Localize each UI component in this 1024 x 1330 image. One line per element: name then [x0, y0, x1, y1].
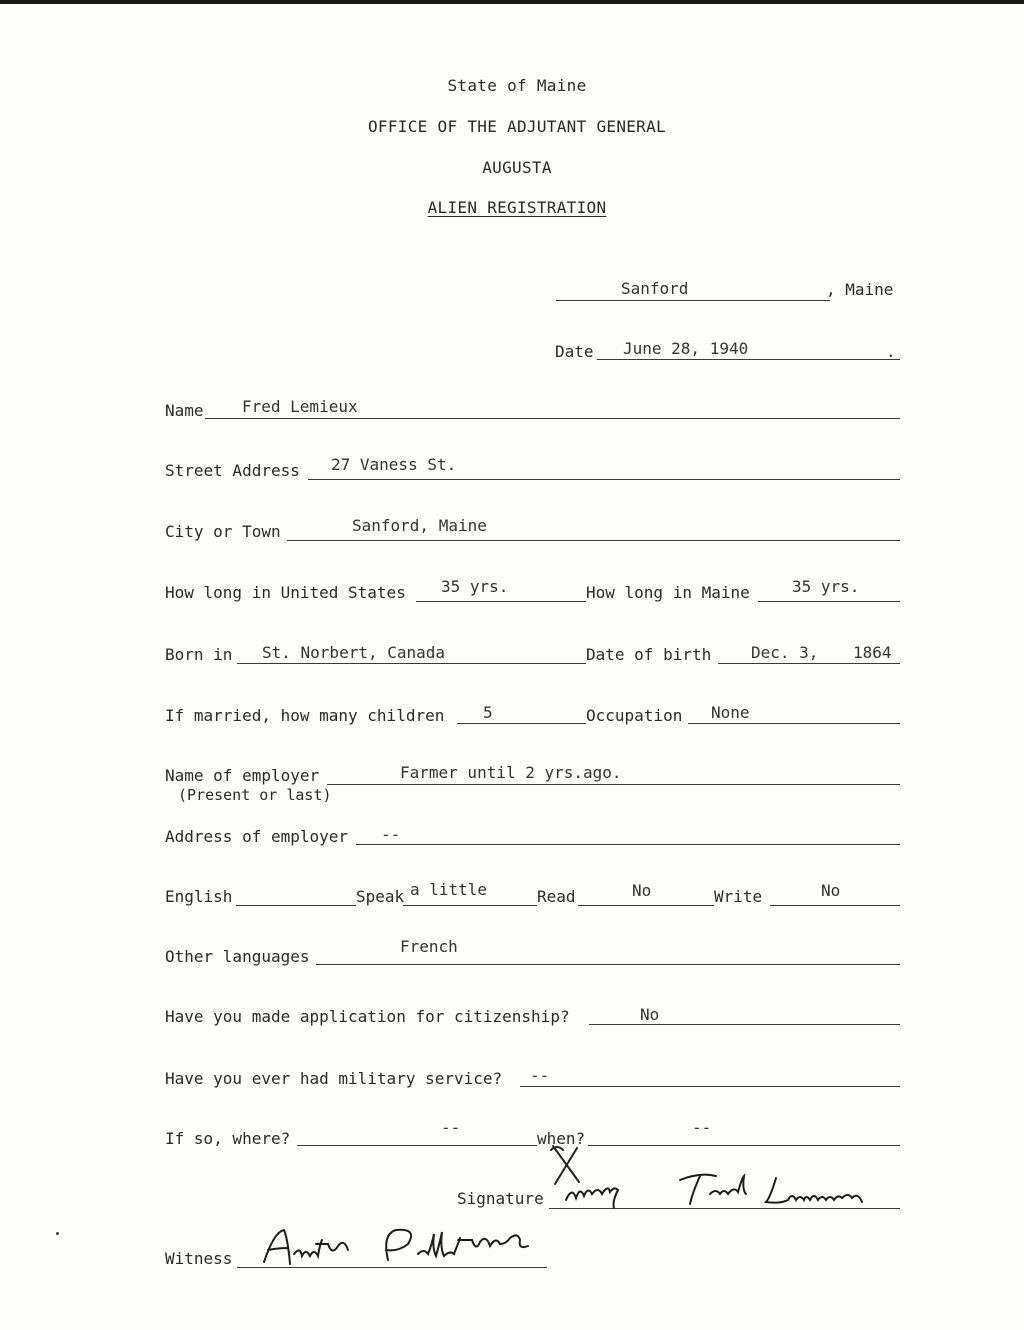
- where-label: If so, where?: [165, 1129, 291, 1148]
- military-value: --: [530, 1066, 550, 1085]
- scan-edge: [0, 0, 1024, 4]
- occupation-line: [688, 723, 900, 724]
- witness-label: Witness: [165, 1249, 233, 1268]
- form-title: ALIEN REGISTRATION: [427, 198, 607, 217]
- military-label: Have you ever had military service?: [165, 1069, 503, 1088]
- us-time-value: 35 yrs.: [441, 577, 509, 596]
- us-time-line: [416, 601, 586, 602]
- read-value: No: [632, 881, 652, 900]
- children-value: 5: [483, 703, 493, 722]
- occupation-label: Occupation: [586, 706, 683, 725]
- date-end: .: [886, 342, 896, 361]
- name-value: Fred Lemieux: [242, 397, 358, 416]
- born-label: Born in: [165, 645, 233, 664]
- dob-value: Dec. 3,: [751, 643, 819, 662]
- header-city: AUGUSTA: [482, 158, 552, 177]
- born-line: [237, 663, 586, 664]
- write-line: [770, 905, 900, 906]
- citizenship-line: [589, 1024, 900, 1025]
- place-town: Sanford: [621, 279, 689, 298]
- where-line: [297, 1145, 537, 1146]
- employer-label: Name of employer: [165, 766, 320, 785]
- date-label: Date: [555, 342, 594, 361]
- date-value: June 28, 1940: [623, 339, 749, 358]
- name-label: Name: [165, 401, 204, 420]
- where-value: --: [441, 1118, 461, 1137]
- dob-label: Date of birth: [586, 645, 712, 664]
- military-line: [520, 1086, 900, 1087]
- witness-handwriting: [258, 1222, 558, 1272]
- signature-label: Signature: [457, 1189, 544, 1208]
- scan-speck: [56, 1232, 59, 1235]
- street-line: [308, 479, 900, 480]
- when-value: --: [692, 1118, 712, 1137]
- citizenship-value: No: [640, 1005, 660, 1024]
- speak-line: [403, 905, 537, 906]
- english-label: English: [165, 887, 233, 906]
- read-label: Read: [537, 887, 576, 906]
- read-line: [578, 905, 714, 906]
- when-label: when?: [537, 1129, 586, 1148]
- place-state-suffix: , Maine: [826, 280, 894, 299]
- header-office: OFFICE OF THE ADJUTANT GENERAL: [368, 117, 666, 136]
- maine-time-label: How long in Maine: [586, 583, 750, 602]
- maine-time-line: [758, 601, 900, 602]
- employer-line: [327, 784, 900, 785]
- born-value: St. Norbert, Canada: [262, 643, 446, 662]
- us-time-label: How long in United States: [165, 583, 406, 602]
- children-line: [457, 723, 586, 724]
- when-line: [588, 1145, 900, 1146]
- write-label: Write: [714, 887, 763, 906]
- employer-address-line: [356, 844, 900, 845]
- header-state: State of Maine: [447, 76, 587, 95]
- dob-year: 1864: [853, 643, 892, 662]
- dob-line: [718, 663, 900, 664]
- english-line: [236, 905, 356, 906]
- employer-sub-label: (Present or last): [178, 786, 332, 804]
- occupation-value: None: [711, 703, 750, 722]
- city-line: [287, 540, 900, 541]
- employer-address-label: Address of employer: [165, 827, 349, 846]
- write-value: No: [821, 881, 841, 900]
- other-languages-value: French: [400, 937, 458, 956]
- maine-time-value: 35 yrs.: [792, 577, 860, 596]
- city-value: Sanford, Maine: [352, 516, 487, 535]
- city-label: City or Town: [165, 522, 281, 541]
- citizenship-label: Have you made application for citizenship?: [165, 1007, 570, 1026]
- street-label: Street Address: [165, 461, 300, 480]
- place-line: [556, 300, 830, 301]
- signature-handwriting: [560, 1168, 900, 1218]
- street-value: 27 Vaness St.: [331, 455, 457, 474]
- date-line: [597, 359, 900, 360]
- speak-value: a little: [410, 880, 488, 899]
- other-languages-label: Other languages: [165, 947, 310, 966]
- other-languages-line: [316, 964, 900, 965]
- name-line: [205, 418, 900, 419]
- employer-address-value: --: [381, 825, 401, 844]
- speak-label: Speak: [356, 887, 405, 906]
- employer-value: Farmer until 2 yrs.ago.: [400, 763, 622, 782]
- children-label: If married, how many children: [165, 706, 445, 725]
